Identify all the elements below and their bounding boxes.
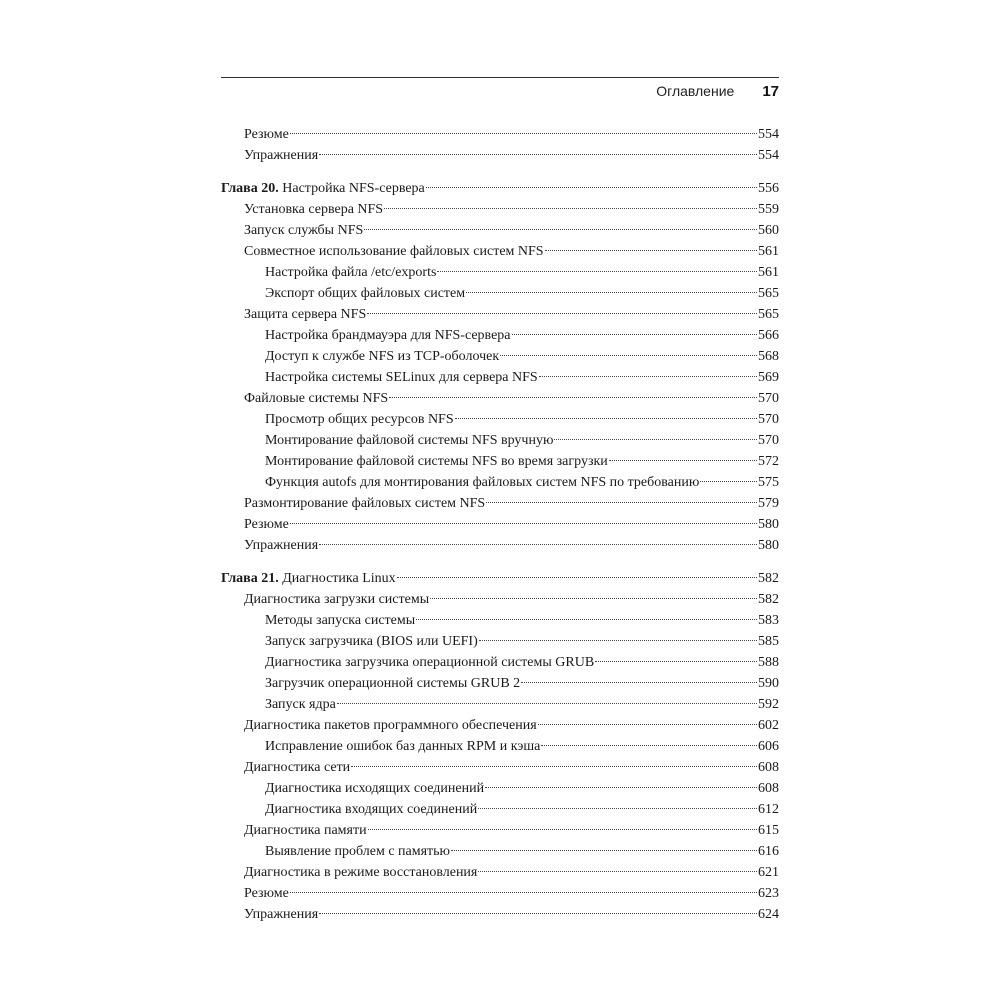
- toc-entry-page: 559: [758, 202, 779, 217]
- toc-entry-text: Настройка системы SELinux для сервера NFS: [265, 370, 538, 385]
- toc-entry-title: [244, 199, 383, 220]
- dot-leader: [351, 766, 757, 767]
- toc-entry-page: 570: [758, 433, 779, 448]
- toc-entry: [221, 694, 779, 715]
- dot-leader: [478, 808, 757, 809]
- toc-entry-page: 612: [758, 802, 779, 817]
- running-header-section: Оглавление: [656, 83, 735, 99]
- toc-entry-text: Монтирование файловой системы NFS во время загрузки: [265, 454, 608, 469]
- running-header: [221, 80, 779, 102]
- dot-leader: [290, 133, 757, 134]
- toc-entry-title: [244, 820, 367, 841]
- toc-entry: [221, 409, 779, 430]
- toc-entry-page: 554: [758, 127, 779, 142]
- toc-entry-title: [244, 862, 477, 883]
- dot-leader: [364, 229, 757, 230]
- toc-entry: [221, 715, 779, 736]
- toc-entry-page: 585: [758, 634, 779, 649]
- dot-leader: [290, 523, 757, 524]
- toc-entry-text: Защита сервера NFS: [244, 307, 367, 322]
- toc-entry: [221, 199, 779, 220]
- toc-entry-page: 602: [758, 718, 779, 733]
- header-rule: [221, 77, 779, 78]
- toc-entry-text: Файловые системы NFS: [244, 391, 389, 406]
- toc-entry-title: [265, 799, 477, 820]
- dot-leader: [426, 187, 757, 188]
- toc-entry-page: 569: [758, 370, 779, 385]
- toc-entry: [221, 904, 779, 925]
- toc-entry: [221, 124, 779, 145]
- toc-entry-page: 570: [758, 412, 779, 427]
- toc-entry: [221, 757, 779, 778]
- toc-entry-text: Диагностика Linux: [282, 571, 396, 586]
- toc-entry-text: Упражнения: [244, 538, 319, 553]
- toc-entry-text: Упражнения: [244, 907, 319, 922]
- toc-entry-page: 554: [758, 148, 779, 163]
- toc-entry-page: 575: [758, 475, 779, 490]
- dot-leader: [539, 376, 757, 377]
- toc-entry-page: 608: [758, 781, 779, 796]
- dot-leader: [538, 724, 757, 725]
- toc-entry: [221, 862, 779, 883]
- toc-entry-text: Запуск ядра: [265, 697, 336, 712]
- dot-leader: [416, 619, 757, 620]
- toc-entry-text: Доступ к службе NFS из TCP-оболочек: [265, 349, 500, 364]
- toc-entry-page: 565: [758, 286, 779, 301]
- toc-entry: [221, 799, 779, 820]
- toc-entry: [221, 610, 779, 631]
- dot-leader: [319, 913, 757, 914]
- dot-leader: [478, 871, 757, 872]
- toc-entry: [221, 589, 779, 610]
- toc-entry-title: [265, 430, 553, 451]
- toc-entry-text: Диагностика памяти: [244, 823, 367, 838]
- toc-entry-title: [244, 514, 289, 535]
- toc-entry-title: [265, 631, 478, 652]
- toc-entry-title: [265, 367, 538, 388]
- toc-entry-title: [265, 283, 465, 304]
- toc-entry: [221, 388, 779, 409]
- dot-leader: [595, 661, 757, 662]
- toc-entry: [221, 262, 779, 283]
- table-of-contents: [221, 124, 779, 925]
- toc-chapter-entry: [221, 178, 779, 199]
- dot-leader: [455, 418, 757, 419]
- dot-leader: [512, 334, 757, 335]
- toc-entry-title: [244, 589, 429, 610]
- toc-entry-title: [265, 409, 454, 430]
- toc-entry-title: [265, 652, 594, 673]
- dot-leader: [389, 397, 757, 398]
- toc-entry-page: 621: [758, 865, 779, 880]
- toc-entry-title: [265, 673, 520, 694]
- toc-entry-page: 556: [758, 181, 779, 196]
- dot-leader: [337, 703, 757, 704]
- dot-leader: [609, 460, 757, 461]
- toc-entry-page: 561: [758, 244, 779, 259]
- toc-entry-title: [265, 325, 511, 346]
- toc-entry-text: Установка сервера NFS: [244, 202, 384, 217]
- toc-entry-text: Диагностика сети: [244, 760, 351, 775]
- toc-entry-text: Запуск службы NFS: [244, 223, 364, 238]
- toc-entry-title: [244, 124, 289, 145]
- toc-entry: [221, 325, 779, 346]
- toc-entry: [221, 430, 779, 451]
- chapter-label: Глава 20.: [221, 181, 279, 196]
- toc-entry-text: Упражнения: [244, 148, 319, 163]
- dot-leader: [367, 313, 757, 314]
- toc-entry-text: Настройка NFS-сервера: [282, 181, 425, 196]
- toc-entry-title: [244, 304, 366, 325]
- dot-leader: [451, 850, 757, 851]
- toc-entry-page: 582: [758, 571, 779, 586]
- toc-entry-title: [244, 145, 318, 166]
- toc-entry: [221, 346, 779, 367]
- toc-entry-title: [244, 535, 318, 556]
- toc-entry-page: 580: [758, 538, 779, 553]
- toc-entry-text: Резюме: [244, 517, 289, 532]
- toc-entry-page: 570: [758, 391, 779, 406]
- dot-leader: [500, 355, 757, 356]
- toc-entry-page: 561: [758, 265, 779, 280]
- toc-entry-title: [221, 568, 396, 589]
- dot-leader: [554, 439, 757, 440]
- toc-entry-text: Диагностика входящих соединений: [265, 802, 478, 817]
- toc-entry-title: [265, 841, 450, 862]
- toc-entry: [221, 472, 779, 493]
- dot-leader: [466, 292, 757, 293]
- toc-entry-page: 583: [758, 613, 779, 628]
- toc-entry-title: [244, 715, 537, 736]
- toc-entry: [221, 841, 779, 862]
- dot-leader: [368, 829, 757, 830]
- toc-entry: [221, 451, 779, 472]
- toc-entry: [221, 220, 779, 241]
- toc-entry: [221, 535, 779, 556]
- toc-entry-title: [265, 610, 415, 631]
- toc-entry-page: 590: [758, 676, 779, 691]
- dot-leader: [485, 787, 757, 788]
- toc-entry: [221, 778, 779, 799]
- toc-entry-title: [265, 736, 540, 757]
- toc-entry-page: 566: [758, 328, 779, 343]
- dot-leader: [319, 544, 757, 545]
- toc-entry-text: Настройка брандмауэра для NFS-сервера: [265, 328, 511, 343]
- toc-entry-text: Резюме: [244, 127, 289, 142]
- toc-entry-text: Загрузчик операционной системы GRUB 2: [265, 676, 521, 691]
- toc-entry-text: Диагностика пакетов программного обеспечения: [244, 718, 537, 733]
- toc-entry-title: [265, 694, 336, 715]
- toc-entry-page: 572: [758, 454, 779, 469]
- dot-leader: [384, 208, 757, 209]
- toc-entry: [221, 820, 779, 841]
- toc-entry: [221, 367, 779, 388]
- toc-entry-page: 616: [758, 844, 779, 859]
- dot-leader: [437, 271, 757, 272]
- toc-entry-page: 606: [758, 739, 779, 754]
- dot-leader: [319, 154, 757, 155]
- toc-entry: [221, 673, 779, 694]
- toc-entry: [221, 514, 779, 535]
- toc-entry: [221, 652, 779, 673]
- toc-entry-title: [244, 883, 289, 904]
- toc-chapter-entry: [221, 568, 779, 589]
- toc-entry-text: Диагностика загрузчика операционной системы GRUB: [265, 655, 595, 670]
- toc-entry-text: Экспорт общих файловых систем: [265, 286, 466, 301]
- toc-entry: [221, 883, 779, 904]
- toc-entry: [221, 145, 779, 166]
- toc-entry-title: [221, 178, 425, 199]
- toc-entry-page: 615: [758, 823, 779, 838]
- toc-entry-text: Запуск загрузчика (BIOS или UEFI): [265, 634, 478, 649]
- toc-entry-title: [265, 778, 484, 799]
- toc-entry-title: [244, 493, 485, 514]
- toc-entry: [221, 631, 779, 652]
- toc-entry-text: Резюме: [244, 886, 289, 901]
- toc-entry-text: Функция autofs для монтирования файловых систем NFS по требованию: [265, 475, 700, 490]
- toc-entry-title: [244, 388, 388, 409]
- toc-entry: [221, 283, 779, 304]
- toc-entry-text: Размонтирование файловых систем NFS: [244, 496, 486, 511]
- dot-leader: [545, 250, 757, 251]
- toc-entry-title: [244, 757, 350, 778]
- toc-entry-text: Методы запуска системы: [265, 613, 416, 628]
- toc-entry-text: Просмотр общих ресурсов NFS: [265, 412, 454, 427]
- toc-entry-page: 568: [758, 349, 779, 364]
- toc-entry-title: [265, 346, 499, 367]
- toc-entry-page: 588: [758, 655, 779, 670]
- page-number: 17: [762, 82, 779, 100]
- toc-entry: [221, 304, 779, 325]
- chapter-label: Глава 21.: [221, 571, 279, 586]
- toc-entry-text: Диагностика исходящих соединений: [265, 781, 485, 796]
- toc-entry-page: 592: [758, 697, 779, 712]
- toc-entry-page: 582: [758, 592, 779, 607]
- toc-entry-title: [244, 220, 363, 241]
- toc-entry-title: [244, 904, 318, 925]
- toc-entry-page: 565: [758, 307, 779, 322]
- toc-entry-title: [265, 472, 699, 493]
- toc-entry-page: 624: [758, 907, 779, 922]
- toc-entry-text: Настройка файла /etc/exports: [265, 265, 437, 280]
- toc-entry-text: Диагностика загрузки системы: [244, 592, 430, 607]
- toc-entry-text: Исправление ошибок баз данных RPM и кэша: [265, 739, 541, 754]
- toc-entry-text: Диагностика в режиме восстановления: [244, 865, 478, 880]
- toc-entry: [221, 241, 779, 262]
- toc-entry-title: [265, 451, 608, 472]
- dot-leader: [397, 577, 757, 578]
- toc-entry-text: Монтирование файловой системы NFS вручную: [265, 433, 554, 448]
- dot-leader: [521, 682, 757, 683]
- dot-leader: [486, 502, 757, 503]
- toc-entry-page: 579: [758, 496, 779, 511]
- dot-leader: [700, 481, 757, 482]
- toc-entry-page: 560: [758, 223, 779, 238]
- toc-entry-title: [265, 262, 436, 283]
- toc-entry-title: [244, 241, 544, 262]
- dot-leader: [430, 598, 757, 599]
- toc-entry-text: Выявление проблем с памятью: [265, 844, 451, 859]
- toc-entry-page: 580: [758, 517, 779, 532]
- toc-entry-page: 623: [758, 886, 779, 901]
- toc-entry-page: 608: [758, 760, 779, 775]
- toc-entry: [221, 736, 779, 757]
- dot-leader: [290, 892, 757, 893]
- toc-entry: [221, 493, 779, 514]
- dot-leader: [479, 640, 757, 641]
- dot-leader: [541, 745, 757, 746]
- toc-entry-text: Совместное использование файловых систем NFS: [244, 244, 544, 259]
